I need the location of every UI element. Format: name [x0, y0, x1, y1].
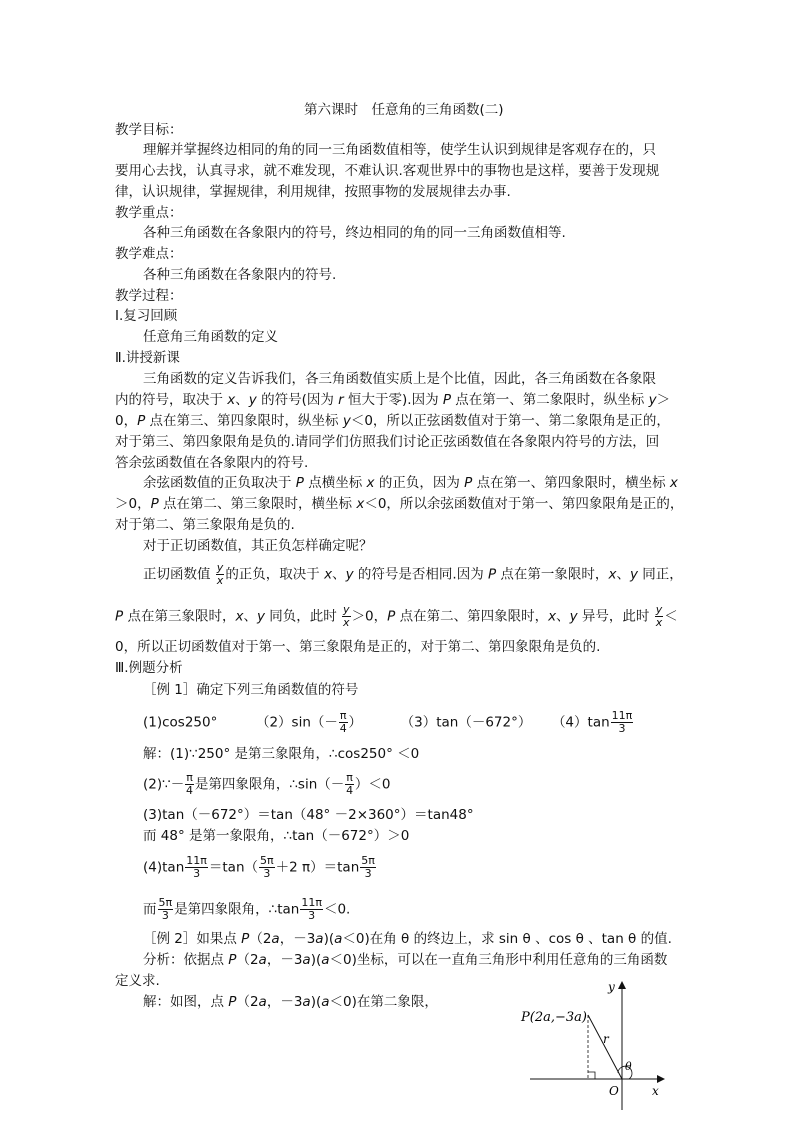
example-1-solution-1: 解：(1)∵250° 是第三象限角，∴cos250° ＜0: [143, 746, 420, 762]
example-1-title: ［例 1］确定下列三角函数值的符号: [143, 682, 359, 698]
tan-line-1: 正切函数值 $\frac{y}{x}$ 的正负，取决于 x、y 的符号是否相同.因为 P 点在第一象限时，x、y 同正，: [143, 561, 683, 587]
fraction-pi-over-4: $\frac{\pi}{4}$: [339, 709, 347, 735]
r-label: r: [603, 1032, 609, 1046]
fraction-5pi-over-3: $\frac{5\pi}{3}$: [260, 854, 274, 880]
example-2-line-1: ［例 2］如果点 P（2a，－3a)(a＜0)在角 θ 的终边上，求 sin θ 、cos θ 、tan θ 的值.: [143, 931, 672, 947]
fraction-11pi-over-3: $\frac{11\pi}{3}$: [611, 709, 633, 735]
new-p1-line-2: 内的符号，取决于 x、y 的符号(因为 r 恒大于零).因为 P 点在第一、第二象限时，纵坐标 y＞: [115, 392, 671, 408]
goal-line-2: 要用心去找，认真寻求，就不难发现，不难认识.客观世界中的事物也是这样，要善于发现规: [115, 163, 660, 179]
point-p-label: P(2a,−3a): [521, 1010, 587, 1025]
new-p1-line-5: 答余弦函数值在各象限内的符号.: [115, 455, 309, 471]
example-1-solution-2: (2)∵－ $\frac{\pi}{4}$ 是第四象限角，∴sin（－ $\frac{\pi}{4}$ ）＜0: [143, 771, 391, 797]
goal-line-3: 律，认识规律，掌握规律，利用规律，按照事物的发展规律去办事.: [115, 184, 511, 200]
coordinate-figure: [515, 975, 675, 1115]
difficulty-line: 各种三角函数在各象限内的符号.: [143, 267, 337, 283]
right-angle-mark: [588, 1072, 595, 1079]
fraction-y-over-x: $\frac{y}{x}$: [216, 561, 224, 587]
y-axis-label: y: [608, 980, 615, 994]
page-title: 第六课时 任意角的三角函数(二): [304, 102, 504, 118]
x-axis-label: x: [652, 1084, 659, 1098]
heading-new: Ⅱ.讲授新课: [115, 350, 180, 366]
fraction-11pi-over-3: $\frac{11\pi}{3}$: [186, 854, 207, 880]
fraction-5pi-over-3: $\frac{5\pi}{3}$: [361, 854, 375, 880]
heading-process: 教学过程：: [115, 288, 183, 304]
heading-key: 教学重点：: [115, 205, 183, 221]
new-p2-line-3: 对于第二、第三象限角是负的.: [115, 517, 295, 533]
y-axis-arrow: [618, 981, 626, 989]
fraction-y-over-x: $\frac{y}{x}$: [343, 603, 350, 629]
fraction-pi-over-4: $\frac{\pi}{4}$: [346, 771, 354, 797]
new-p2-line-1: 余弦函数值的正负取决于 P 点横坐标 x 的正负，因为 P 点在第一、第四象限时，横坐标 x: [143, 475, 678, 491]
example-2-line-2: 分析：依据点 P（2a，－3a)(a＜0)坐标，可以在一直角三角形中利用任意角的三角函数: [143, 952, 668, 968]
key-line: 各种三角函数在各象限内的符号，终边相同的角的同一三角函数值相等.: [143, 225, 566, 241]
new-p1-line-3: 0，P 点在第三、第四象限时，纵坐标 y＜0，所以正弦函数值对于第一、第二象限角是正的，: [115, 413, 670, 429]
heading-review: Ⅰ.复习回顾: [115, 308, 178, 324]
example-1-solution-3b: 而 48° 是第一象限角，∴tan（－672°）＞0: [143, 828, 410, 844]
tan-line-3: 0，所以正切函数值对于第一、第三象限角是正的，对于第二、第四象限角是负的.: [115, 639, 601, 655]
example-2-line-4: 解：如图，点 P（2a，－3a)(a＜0)在第二象限，: [143, 994, 438, 1010]
tan-line-2: P 点在第三象限时，x、y 同负，此时 $\frac{y}{x}$ ＞0，P 点在第二、第四象限时，x、y 异号，此时 $\frac{y}{x}$ ＜: [115, 603, 678, 629]
x-axis-arrow: [657, 1075, 665, 1083]
heading-difficulty: 教学难点：: [115, 246, 183, 262]
goal-line-1: 理解并掌握终边相同的角的同一三角函数值相等，使学生认识到规律是客观存在的，只: [143, 142, 656, 158]
theta-label: θ: [625, 1060, 632, 1073]
heading-examples: Ⅲ.例题分析: [115, 660, 183, 676]
example-1-questions: (1)cos250° （2）sin（－ $\frac{\pi}{4}$ ） （3）tan（－672°） （4）tan $\frac{11\pi}{3}$: [143, 709, 633, 735]
new-p1-line-4: 对于第三、第四象限角是负的.请同学们仿照我们讨论正弦函数值在各象限内符号的方法，回: [115, 434, 660, 450]
example-2-line-3: 定义求.: [115, 973, 160, 989]
review-line: 任意角三角函数的定义: [143, 329, 278, 345]
new-p1-line-1: 三角函数的定义告诉我们，各三角函数值实质上是个比值，因此，各三角函数在各象限: [143, 371, 656, 387]
example-1-solution-5: 而 $\frac{5\pi}{3}$ 是第四象限角，∴tan $\frac{11\pi}{3}$ ＜0.: [143, 896, 351, 922]
example-1-solution-3a: (3)tan（－672°）＝tan（48° －2×360°）＝tan48°: [143, 807, 474, 823]
new-question: 对于正切函数值，其正负怎样确定呢？: [143, 538, 373, 554]
fraction-5pi-over-3: $\frac{5\pi}{3}$: [158, 896, 173, 922]
heading-goal: 教学目标：: [115, 122, 183, 138]
new-p2-line-2: ＞0，P 点在第二、第三象限时，横坐标 x＜0，所以余弦函数值对于第一、第四象限角是正的，: [115, 496, 684, 512]
fraction-11pi-over-3: $\frac{11\pi}{3}$: [301, 896, 322, 922]
terminal-side-r: [588, 1015, 622, 1079]
origin-label: O: [609, 1084, 619, 1098]
fraction-pi-over-4: $\frac{\pi}{4}$: [186, 771, 194, 797]
example-1-solution-4: (4)tan $\frac{11\pi}{3}$ ＝tan（ $\frac{5\pi}{3}$ ＋2 π）＝tan $\frac{5\pi}{3}$: [143, 854, 375, 880]
fraction-y-over-x: $\frac{y}{x}$: [655, 603, 663, 629]
